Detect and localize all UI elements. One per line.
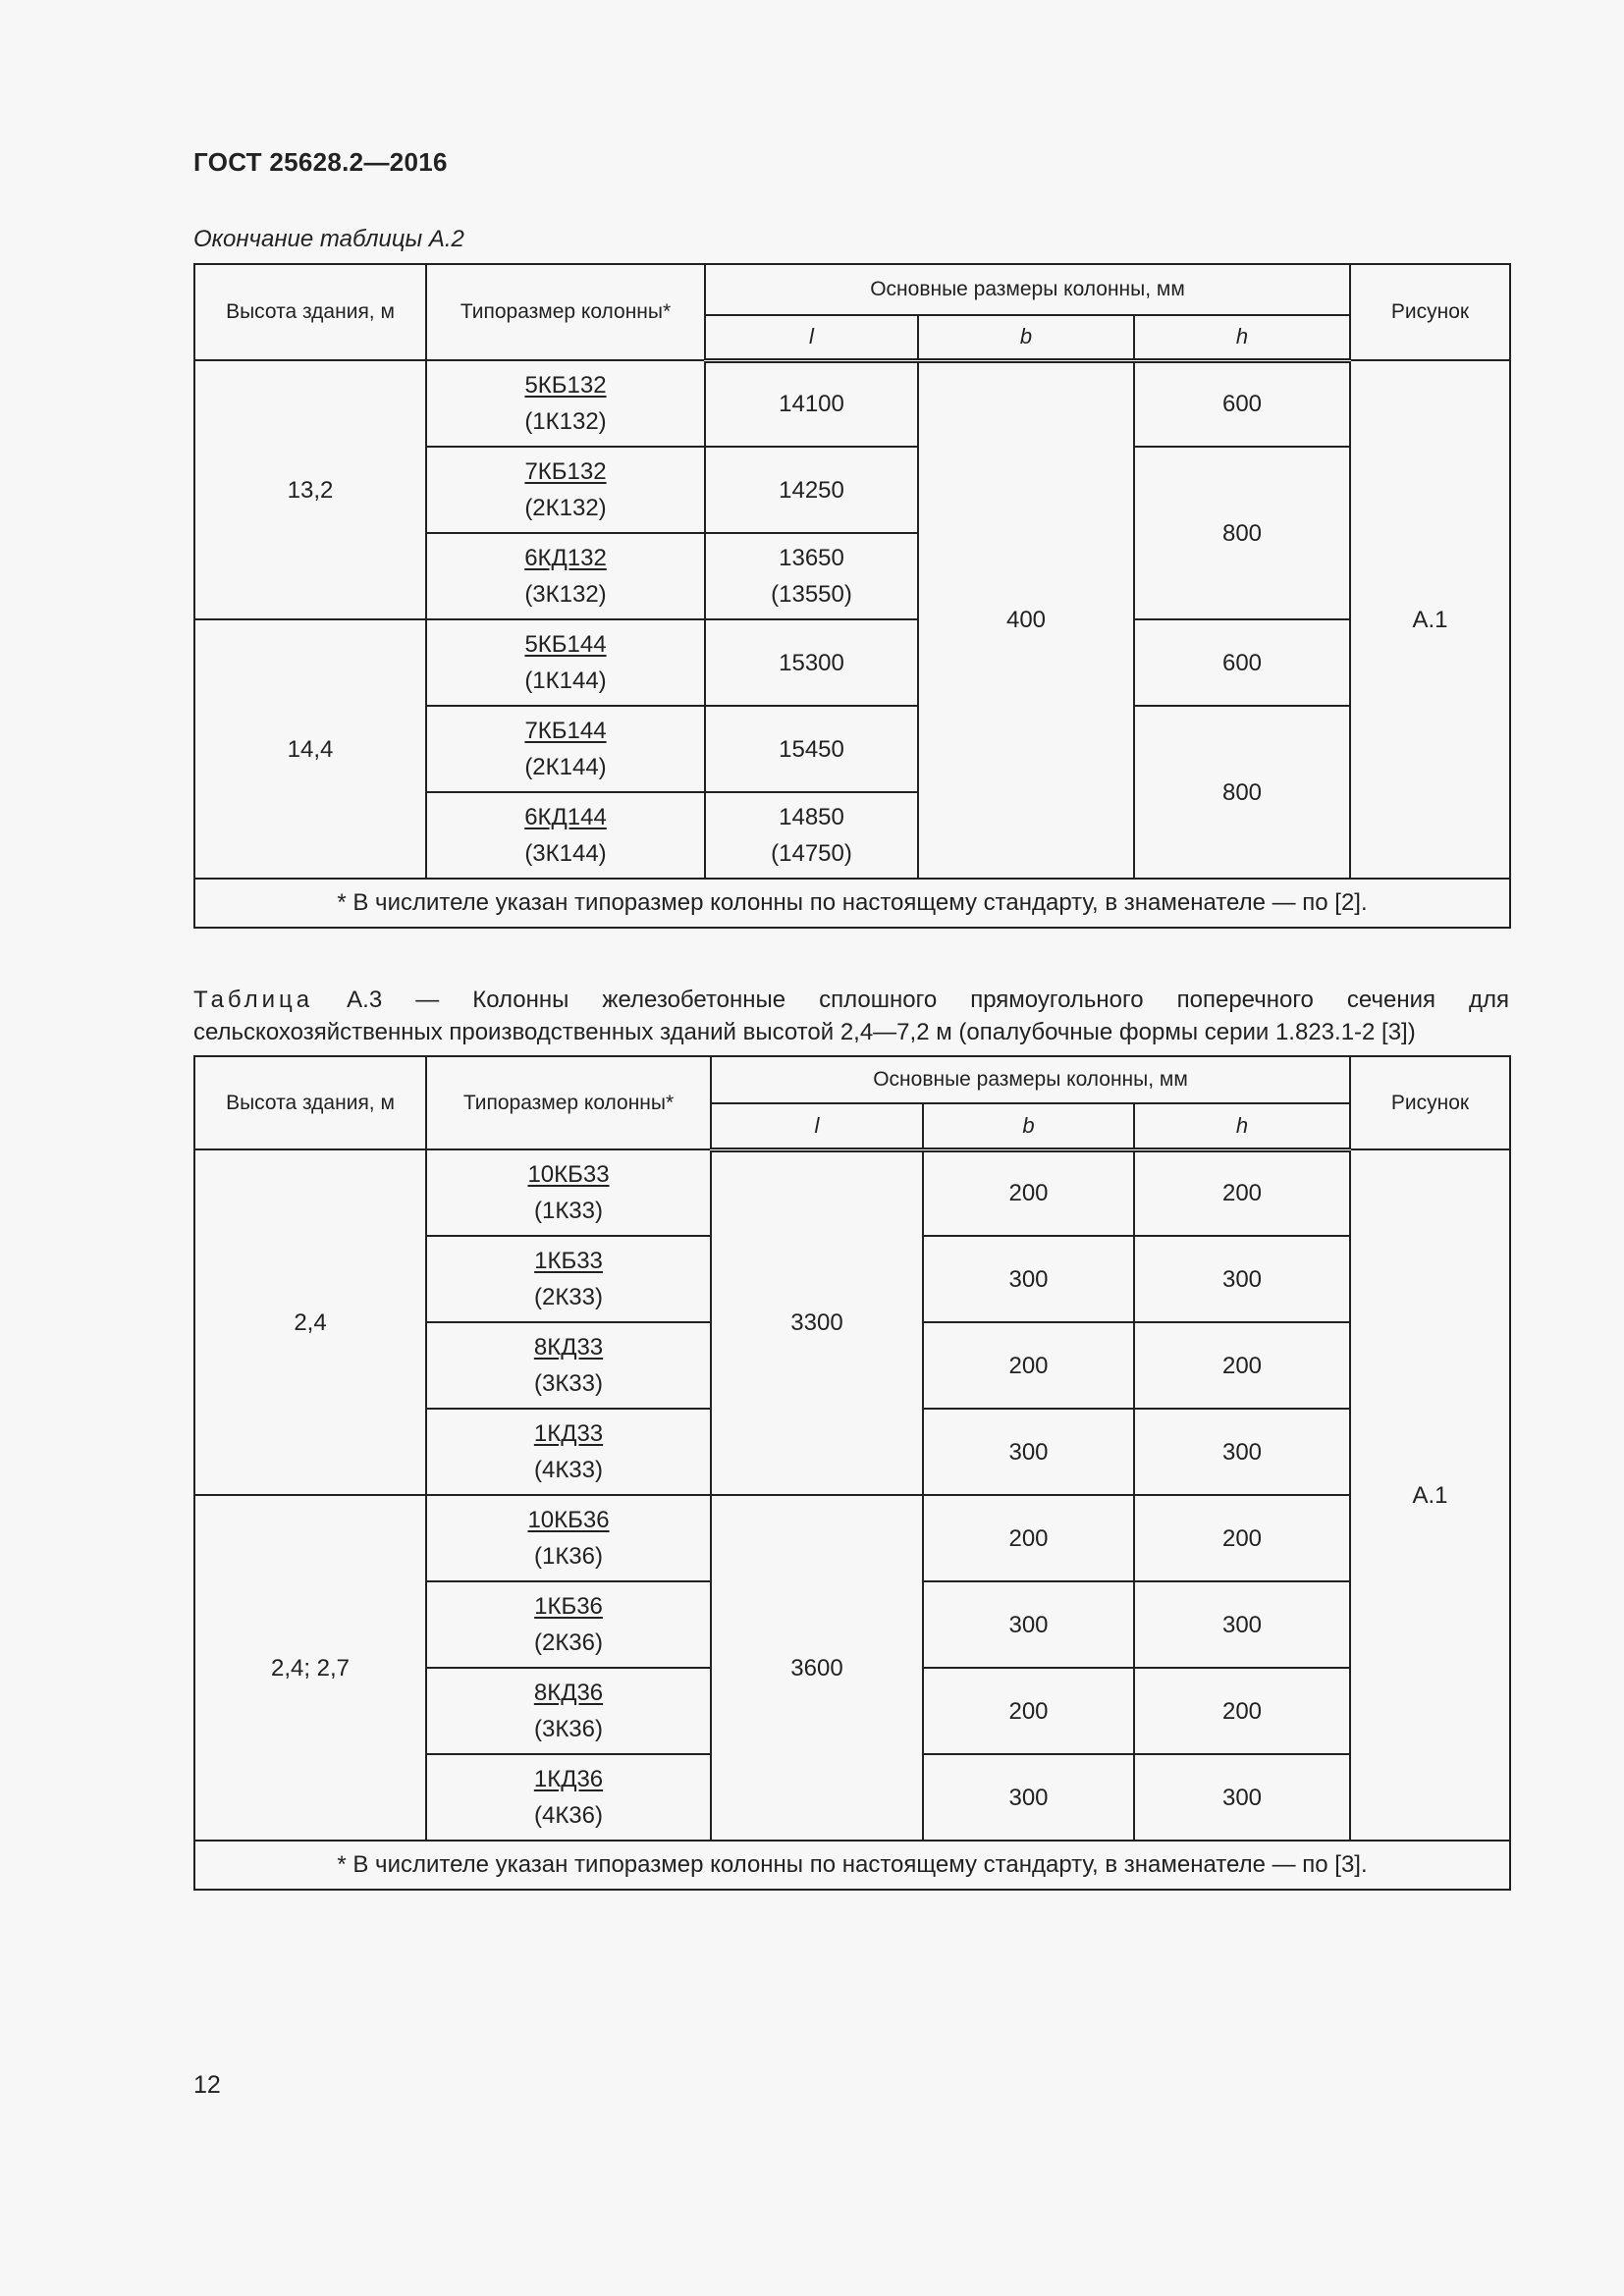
type-numerator: 10КБ36 <box>527 1507 610 1533</box>
h-cell: 300 <box>1134 1236 1350 1322</box>
table-continuation-caption: Окончание таблицы А.2 <box>193 226 464 252</box>
header-b: b <box>923 1103 1134 1149</box>
l-alt-value: (13550) <box>771 581 852 608</box>
l-value: 14100 <box>779 391 844 418</box>
b-cell: 200 <box>923 1495 1134 1581</box>
type-cell <box>426 1668 711 1754</box>
type-cell <box>426 792 705 879</box>
l-cell <box>705 360 918 447</box>
type-cell <box>426 533 705 619</box>
header-type: Типоразмер колонны* <box>426 1056 711 1149</box>
height-cell: 14,4 <box>194 619 426 879</box>
h-cell: 300 <box>1134 1754 1350 1841</box>
height-cell: 13,2 <box>194 360 426 619</box>
table-title-text: А.3 — Колонны железобетонные сплошного прямоугольного поперечного сечения для сельскохозяйственных производственных зданий высотой 2,4—7,2 м (опалубочные формы серии 1.823.1-2 [3]) <box>193 987 1510 1045</box>
type-cell <box>426 1495 711 1581</box>
h-cell: 300 <box>1134 1409 1350 1495</box>
header-l: l <box>705 315 918 360</box>
table-a3-title <box>193 984 1509 1048</box>
header-figure: Рисунок <box>1350 1056 1510 1149</box>
type-numerator: 6КД144 <box>524 804 607 830</box>
type-denominator: (1К36) <box>533 1543 603 1570</box>
table-row <box>194 360 1510 447</box>
type-numerator: 1КБ36 <box>534 1593 603 1620</box>
table-row <box>194 1149 1510 1236</box>
b-cell: 300 <box>923 1754 1134 1841</box>
l-cell: 3300 <box>711 1149 923 1495</box>
type-denominator: (4К33) <box>533 1457 603 1483</box>
h-cell: 200 <box>1134 1322 1350 1409</box>
b-cell: 200 <box>923 1668 1134 1754</box>
figure-cell: А.1 <box>1350 360 1510 879</box>
type-denominator: (2К33) <box>533 1284 603 1310</box>
type-denominator: (1К33) <box>533 1198 603 1224</box>
type-numerator: 10КБ33 <box>527 1161 610 1188</box>
type-numerator: 1КД36 <box>533 1766 604 1792</box>
l-cell <box>705 533 918 619</box>
type-denominator: (3К132) <box>524 581 607 608</box>
type-cell <box>426 1149 711 1236</box>
type-numerator: 7КБ132 <box>524 458 607 485</box>
l-value: 14850 <box>779 804 844 830</box>
type-denominator: (2К132) <box>524 495 607 521</box>
type-denominator: (2К36) <box>533 1629 603 1656</box>
l-value: 15300 <box>779 649 844 676</box>
header-height: Высота здания, м <box>194 264 426 360</box>
l-cell: 3600 <box>711 1495 923 1841</box>
type-cell <box>426 619 705 706</box>
l-cell <box>705 619 918 706</box>
table-a2-continuation <box>193 263 1511 929</box>
page-number: 12 <box>193 2071 221 2099</box>
h-cell: 800 <box>1134 706 1350 879</box>
type-numerator: 1КД33 <box>533 1420 604 1447</box>
type-cell <box>426 1322 711 1409</box>
type-cell <box>426 447 705 533</box>
table-label: Таблица <box>193 987 314 1013</box>
height-cell: 2,4 <box>194 1149 426 1495</box>
type-cell <box>426 1581 711 1668</box>
header-h: h <box>1134 315 1350 360</box>
type-denominator: (3К144) <box>524 840 607 867</box>
type-numerator: 6КД132 <box>524 545 607 571</box>
type-numerator: 5КБ132 <box>524 372 607 399</box>
b-cell: 400 <box>918 360 1134 879</box>
header-height: Высота здания, м <box>194 1056 426 1149</box>
type-denominator: (3К33) <box>533 1370 603 1397</box>
l-value: 14250 <box>779 476 844 504</box>
h-cell: 600 <box>1134 360 1350 447</box>
type-denominator: (1К144) <box>524 667 607 694</box>
header-dimensions: Основные размеры колонны, мм <box>711 1056 1350 1103</box>
l-cell <box>705 792 918 879</box>
table-a3 <box>193 1055 1511 1891</box>
l-value: 15450 <box>779 735 844 763</box>
b-cell: 300 <box>923 1581 1134 1668</box>
b-cell: 300 <box>923 1409 1134 1495</box>
type-numerator: 8КД36 <box>533 1680 604 1706</box>
table-footnote: * В числителе указан типоразмер колонны по настоящему стандарту, в знаменателе — по [2]. <box>194 879 1510 928</box>
type-numerator: 7КБ144 <box>524 718 607 744</box>
type-denominator: (2К144) <box>524 754 607 780</box>
type-denominator: (4К36) <box>533 1802 603 1829</box>
h-cell: 800 <box>1134 447 1350 619</box>
header-type: Типоразмер колонны* <box>426 264 705 360</box>
b-cell: 200 <box>923 1322 1134 1409</box>
table-row <box>194 619 1510 706</box>
l-value: 13650 <box>779 545 844 571</box>
h-cell: 600 <box>1134 619 1350 706</box>
h-cell: 200 <box>1134 1495 1350 1581</box>
type-cell <box>426 706 705 792</box>
l-alt-value: (14750) <box>771 840 852 867</box>
header-h: h <box>1134 1103 1350 1149</box>
header-b: b <box>918 315 1134 360</box>
l-cell <box>705 447 918 533</box>
h-cell: 200 <box>1134 1149 1350 1236</box>
type-numerator: 8КД33 <box>533 1334 604 1361</box>
type-cell <box>426 360 705 447</box>
type-denominator: (1К132) <box>524 408 607 435</box>
l-cell <box>705 706 918 792</box>
h-cell: 200 <box>1134 1668 1350 1754</box>
type-numerator: 5КБ144 <box>524 631 607 658</box>
table-row <box>194 1495 1510 1581</box>
type-cell <box>426 1754 711 1841</box>
height-cell: 2,4; 2,7 <box>194 1495 426 1841</box>
type-numerator: 1КБ33 <box>534 1248 603 1274</box>
header-dimensions: Основные размеры колонны, мм <box>705 264 1350 315</box>
document-header: ГОСТ 25628.2—2016 <box>193 147 448 177</box>
type-denominator: (3К36) <box>533 1716 603 1742</box>
type-cell <box>426 1236 711 1322</box>
header-figure: Рисунок <box>1350 264 1510 360</box>
b-cell: 200 <box>923 1149 1134 1236</box>
table-footnote: * В числителе указан типоразмер колонны по настоящему стандарту, в знаменателе — по [3]. <box>194 1841 1510 1890</box>
b-cell: 300 <box>923 1236 1134 1322</box>
figure-cell: А.1 <box>1350 1149 1510 1841</box>
header-l: l <box>711 1103 923 1149</box>
h-cell: 300 <box>1134 1581 1350 1668</box>
type-cell <box>426 1409 711 1495</box>
